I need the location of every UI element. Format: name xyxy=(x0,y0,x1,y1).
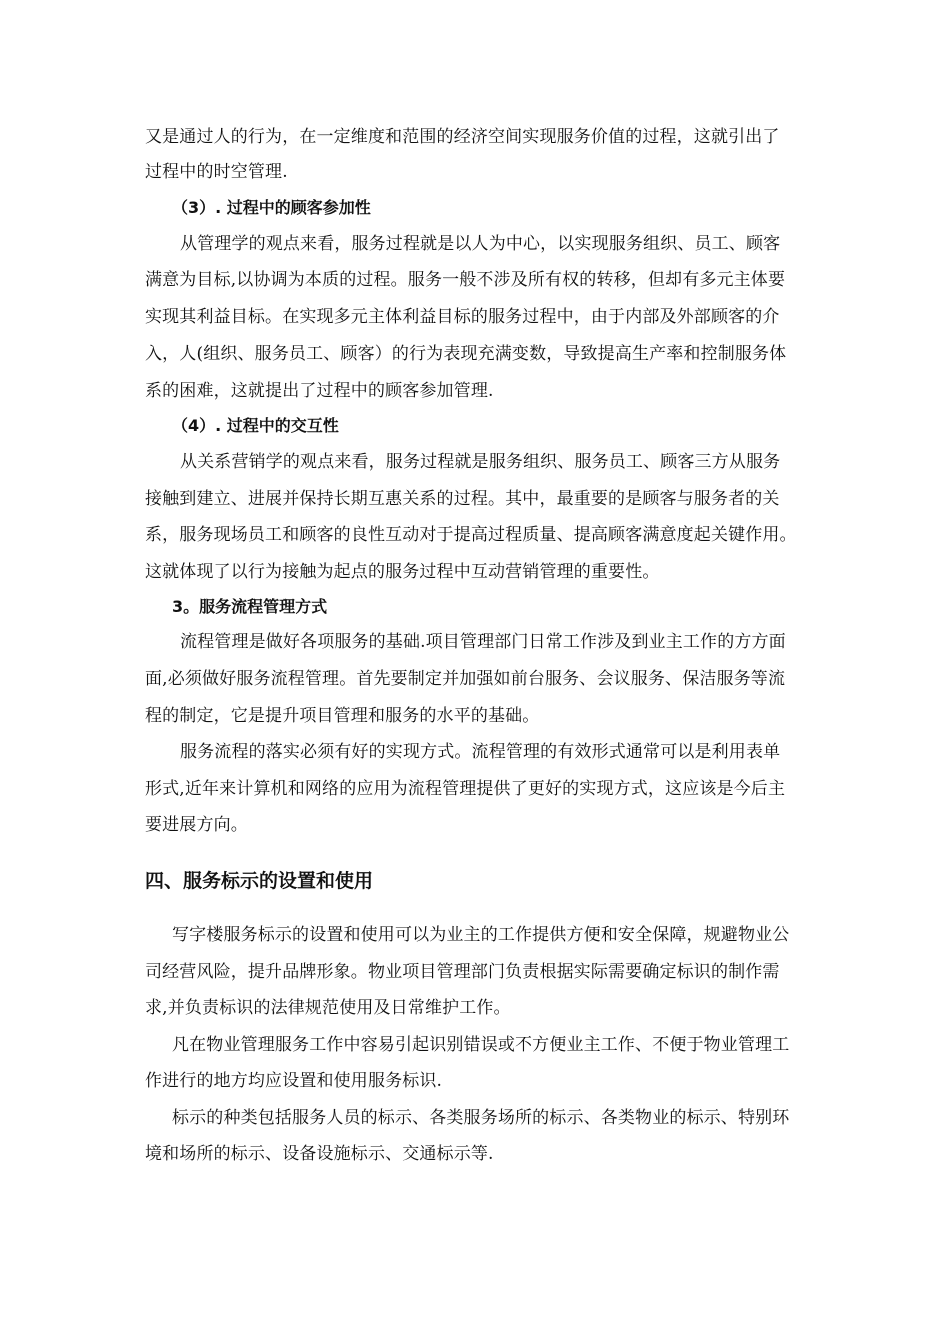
paragraph-line: 写字楼服务标示的设置和使用可以为业主的工作提供方便和安全保障，规避物业公 xyxy=(172,925,790,945)
subheading-service-process: 3。服务流程管理方式 xyxy=(172,597,328,616)
paragraph-line: 流程管理是做好各项服务的基础.项目管理部门日常工作涉及到业主工作的方方面 xyxy=(180,632,786,652)
paragraph-line: 程的制定，它是提升项目管理和服务的水平的基础。 xyxy=(145,706,540,726)
paragraph-line: 从管理学的观点来看，服务过程就是以人为中心，以实现服务组织、员工、顾客 xyxy=(180,234,781,254)
paragraph-line: 凡在物业管理服务工作中容易引起识别错误或不方便业主工作、不便于物业管理工 xyxy=(172,1035,790,1055)
section-heading-4: 四、服务标示的设置和使用 xyxy=(145,870,374,892)
paragraph-line: 接触到建立、进展并保持长期互惠关系的过程。其中，最重要的是顾客与服务者的关 xyxy=(145,489,780,509)
paragraph-line: 又是通过人的行为，在一定维度和范围的经济空间实现服务价值的过程，这就引出了 xyxy=(145,127,780,147)
paragraph-line: 形式,近年来计算机和网络的应用为流程管理提供了更好的实现方式，这应该是今后主 xyxy=(145,779,786,799)
paragraph-line: 系的困难，这就提出了过程中的顾客参加管理. xyxy=(145,381,494,401)
paragraph-line: 入，人(组织、服务员工、顾客）的行为表现充满变数，导致提高生产率和控制服务体 xyxy=(145,344,787,364)
paragraph-line: 实现其利益目标。在实现多元主体利益目标的服务过程中，由于内部及外部顾客的介 xyxy=(145,307,780,327)
paragraph-line: 境和场所的标示、设备设施标示、交通标示等. xyxy=(145,1144,494,1164)
paragraph-line: 从关系营销学的观点来看，服务过程就是服务组织、服务员工、顾客三方从服务 xyxy=(180,452,781,472)
subheading-4: （4）. 过程中的交互性 xyxy=(172,416,339,435)
paragraph-line: 面,必须做好服务流程管理。首先要制定并加强如前台服务、会议服务、保洁服务等流 xyxy=(145,669,786,689)
paragraph-line: 求,并负责标识的法律规范使用及日常维护工作。 xyxy=(145,998,511,1018)
paragraph-line: 服务流程的落实必须有好的实现方式。流程管理的有效形式通常可以是利用表单 xyxy=(180,742,781,762)
subheading-3: （3）. 过程中的顾客参加性 xyxy=(172,198,371,217)
paragraph-line: 标示的种类包括服务人员的标示、各类服务场所的标示、各类物业的标示、特别环 xyxy=(172,1108,790,1128)
paragraph-line: 司经营风险，提升品牌形象。物业项目管理部门负责根据实际需要确定标识的制作需 xyxy=(145,962,780,982)
paragraph-line: 系，服务现场员工和顾客的良性互动对于提高过程质量、提高顾客满意度起关键作用。 xyxy=(145,525,797,545)
paragraph-line: 满意为目标,以协调为本质的过程。服务一般不涉及所有权的转移，但却有多元主体要 xyxy=(145,270,786,290)
paragraph-line: 过程中的时空管理. xyxy=(145,162,288,182)
paragraph-line: 这就体现了以行为接触为起点的服务过程中互动营销管理的重要性。 xyxy=(145,562,660,582)
paragraph-line: 要进展方向。 xyxy=(145,815,248,835)
paragraph-line: 作进行的地方均应设置和使用服务标识. xyxy=(145,1071,443,1091)
